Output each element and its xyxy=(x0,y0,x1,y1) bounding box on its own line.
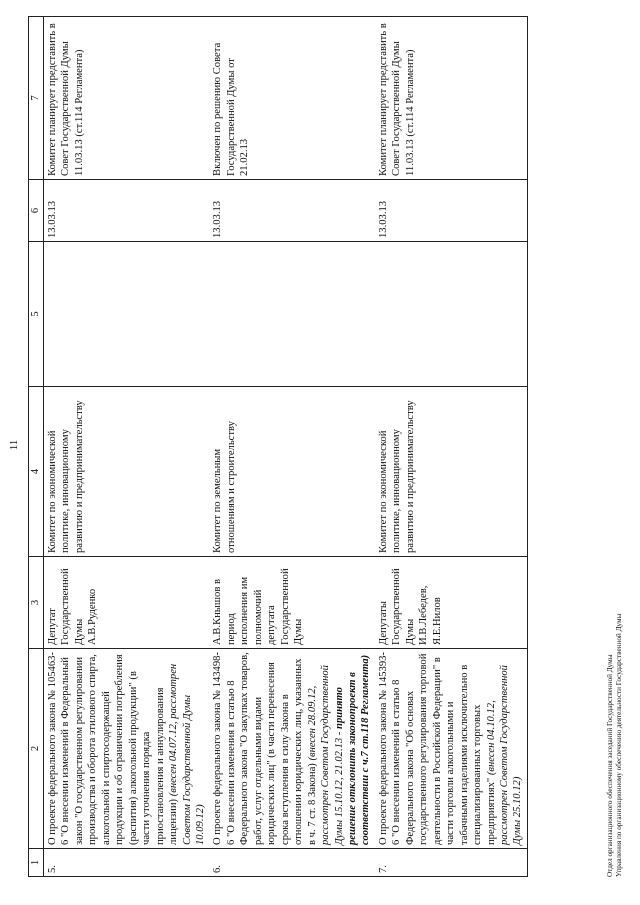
date-cell: 13.03.13 xyxy=(44,180,210,242)
bill-body: "О внесении изменения в статью 8 Федерального закона "О закупках товаров, работ, услуг отдельными видами юридических лиц" (в части перенесения срока вступления в силу Закона в отношении юридических лиц, указанных в ч. 7 ст. 8 Закона) xyxy=(225,652,318,845)
bill-title: О проекте федерального закона № 143498-6 xyxy=(212,652,237,845)
bill-title: О проекте федерального закона № 145393-6 xyxy=(377,652,403,845)
date-cell: 13.03.13 xyxy=(375,180,527,242)
responsible-committee: Комитет по земельным отношениям и строительству xyxy=(209,387,374,557)
row-number: 7. xyxy=(375,849,527,877)
responsible-committee: Комитет по экономической политике, инновационному развитию и предпринимательству xyxy=(44,387,210,557)
bill-description xyxy=(44,649,210,849)
bill-note: (внесен 04.10.12, рассмотрен Советом Государственной Думы 25.10.12) xyxy=(485,665,524,845)
table-row xyxy=(375,17,527,877)
date-cell: 13.03.13 xyxy=(209,180,374,242)
table-row xyxy=(209,17,374,877)
bill-body: "О внесении изменений в Федеральный закон "О государственном регулировании производства и оборота этилового спирта, алкогольной и спиртосодержащей продукции и об ограничении потребления (распития) алкогольной продукции" (в части уточнения порядка приостановления и аннулирования лицензии) xyxy=(60,654,180,845)
agenda-table xyxy=(28,16,528,877)
bill-note: (внесен 04.07.12, рассмотрен Советом Государственной Думы 10.09.12) xyxy=(168,663,206,845)
column-number-header xyxy=(29,17,44,877)
footer-directorate: Управления по организационному обеспечению деятельности Государственной Думы xyxy=(615,613,623,877)
responsible-committee: Комитет по экономической политике, инновационному развитию и предпринимательству xyxy=(375,387,527,557)
bill-note: (внесен 28.09.12, рассмотрен Советом Государственной Думы 15.10.12, 21.02.13 - xyxy=(306,665,345,845)
bill-author: Депутаты Государственной Думы И.В.Лебедев, Я.Е.Нилов xyxy=(375,557,527,649)
col-header-5: 5 xyxy=(29,242,44,387)
status-cell: Комитет планирует представить в Совет Государственной Думы 11.03.13 (ст.114 Регламента) xyxy=(44,17,210,180)
column-5-cell xyxy=(44,242,210,387)
row-number: 5. xyxy=(44,849,210,877)
bill-decision: принято решение отклонить законопроект в соответствии с ч.7 ст.118 Регламента) xyxy=(333,654,372,845)
row-number: 6. xyxy=(209,849,374,877)
table-row xyxy=(44,17,210,877)
status-cell: Комитет планирует представить в Совет Государственной Думы 11.03.13 (ст.114 Регламента) xyxy=(375,17,527,180)
col-header-1: 1 xyxy=(29,849,44,877)
bill-author: А.В.Кнышов в период исполнения им полномочий депутата Государственной Думы xyxy=(209,557,374,649)
bill-description xyxy=(209,649,374,849)
status-cell: Включен по решению Совета Государственной Думы от 21.02.13 xyxy=(209,17,374,180)
bill-author: Депутат Государственной Думы А.В.Руденко xyxy=(44,557,210,649)
column-5-cell xyxy=(209,242,374,387)
col-header-6: 6 xyxy=(29,180,44,242)
bill-body: "О внесении изменений в статью 8 Федерального закона "Об основах государственного регулирования торговой деятельности в Российской Федерации" в части торговли алкогольными и табачными изделиями исключительно в специализированных торговых предприятиях" xyxy=(391,653,497,845)
bill-description xyxy=(375,649,527,849)
col-header-2: 2 xyxy=(29,649,44,849)
col-header-4: 4 xyxy=(29,387,44,557)
col-header-3: 3 xyxy=(29,557,44,649)
column-5-cell xyxy=(375,242,527,387)
col-header-7: 7 xyxy=(29,17,44,180)
footer-department: Отдел организационного обеспечения заседаний Государственной Думы xyxy=(606,654,614,877)
bill-title: О проекте федерального закона № 105463-6 xyxy=(47,652,72,845)
page-number: 11 xyxy=(8,439,20,451)
